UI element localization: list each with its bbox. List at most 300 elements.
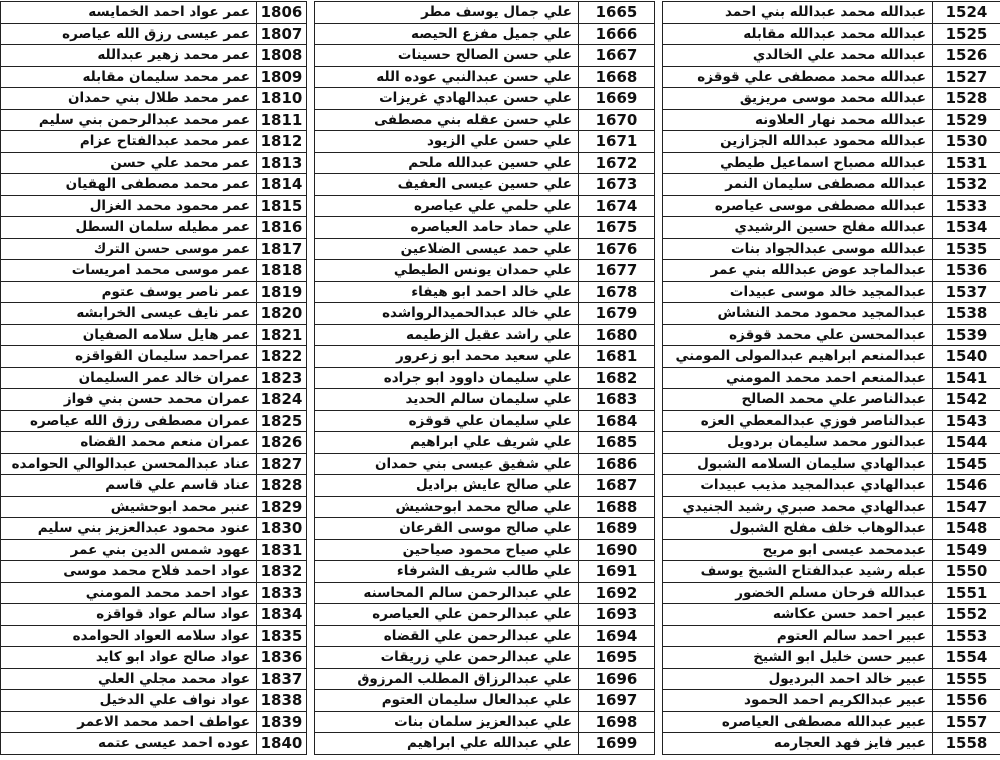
serial-number-cell: 1806 — [257, 2, 307, 24]
table-row — [1, 45, 307, 67]
table-row — [315, 238, 655, 260]
serial-number-cell: 1527 — [933, 66, 1000, 88]
table-row — [1, 604, 307, 626]
person-name-cell: عبير حسن خليل ابو الشيخ — [663, 647, 933, 669]
person-name-cell: علي صياح محمود صياحين — [315, 539, 579, 561]
person-name-cell: علي حسن الصالح حسينات — [315, 45, 579, 67]
table-row — [1, 281, 307, 303]
person-name-cell: عواد احمد فلاح محمد موسى — [1, 561, 257, 583]
serial-number-cell: 1831 — [257, 539, 307, 561]
person-name-cell: عبدالله محمد مصطفى علي قوقزه — [663, 66, 933, 88]
serial-number-cell: 1684 — [579, 410, 655, 432]
serial-number-cell: 1834 — [257, 604, 307, 626]
person-name-cell: عبير فايز فهد العجارمه — [663, 733, 933, 755]
table-row — [663, 604, 1000, 626]
serial-number-cell: 1529 — [933, 109, 1000, 131]
person-name-cell: علي حسن عبدالهادي غريزات — [315, 88, 579, 110]
person-name-cell: عبدالمنعم احمد محمد المومني — [663, 367, 933, 389]
serial-number-cell: 1690 — [579, 539, 655, 561]
person-name-cell: عمران مصطفى رزق الله عياصره — [1, 410, 257, 432]
person-name-cell: عمر محمد مصطفى الهقيان — [1, 174, 257, 196]
person-name-cell: عنبر محمد ابوحشيش — [1, 496, 257, 518]
table-row — [315, 88, 655, 110]
table-row — [663, 711, 1000, 733]
person-name-cell: علي حسن عقله بني مصطفى — [315, 109, 579, 131]
person-name-cell: عمران منعم محمد القضاه — [1, 432, 257, 454]
serial-number-cell: 1679 — [579, 303, 655, 325]
table-row — [315, 260, 655, 282]
person-name-cell: عبدالنور محمد سليمان بردويل — [663, 432, 933, 454]
table-row — [663, 45, 1000, 67]
table-row — [663, 539, 1000, 561]
table-row — [1, 238, 307, 260]
serial-number-cell: 1830 — [257, 518, 307, 540]
person-name-cell: عمر محمد سليمان مقابله — [1, 66, 257, 88]
table-row — [1, 66, 307, 88]
serial-number-cell: 1673 — [579, 174, 655, 196]
table-row — [663, 561, 1000, 583]
person-name-cell: علي عبدالرحمن علي العياصره — [315, 604, 579, 626]
table-row — [315, 647, 655, 669]
table-row — [663, 582, 1000, 604]
person-name-cell: علي سليمان سالم الحديد — [315, 389, 579, 411]
table-row — [315, 152, 655, 174]
person-name-cell: عمر موسى حسن الترك — [1, 238, 257, 260]
table-row — [315, 346, 655, 368]
person-name-cell: عمر محمود محمد الغزال — [1, 195, 257, 217]
person-name-cell: علي عبدالعال سليمان العتوم — [315, 690, 579, 712]
person-name-cell: علي حمدان يونس الطيطي — [315, 260, 579, 282]
serial-number-cell: 1826 — [257, 432, 307, 454]
table-row — [1, 2, 307, 24]
person-name-cell: عبدالهادي سليمان السلامه الشبول — [663, 453, 933, 475]
serial-number-cell: 1558 — [933, 733, 1000, 755]
serial-number-cell: 1553 — [933, 625, 1000, 647]
table-row — [1, 647, 307, 669]
table-row — [663, 2, 1000, 24]
serial-number-cell: 1543 — [933, 410, 1000, 432]
serial-number-cell: 1677 — [579, 260, 655, 282]
serial-number-cell: 1699 — [579, 733, 655, 755]
table-row — [1, 152, 307, 174]
serial-number-cell: 1674 — [579, 195, 655, 217]
table-row — [315, 711, 655, 733]
serial-number-cell: 1808 — [257, 45, 307, 67]
person-name-cell: عنود محمود عبدالعزيز بني سليم — [1, 518, 257, 540]
serial-number-cell: 1540 — [933, 346, 1000, 368]
person-name-cell: عبدالله محمود عبدالله الجزازين — [663, 131, 933, 153]
serial-number-cell: 1820 — [257, 303, 307, 325]
person-name-cell: عواد نواف علي الدخيل — [1, 690, 257, 712]
serial-number-cell: 1682 — [579, 367, 655, 389]
person-name-cell: عبير عبدالله مصطفى العياصره — [663, 711, 933, 733]
table-row — [315, 518, 655, 540]
serial-number-cell: 1665 — [579, 2, 655, 24]
person-name-cell: عمر محمد عبدالفتاح عزام — [1, 131, 257, 153]
table-row — [1, 561, 307, 583]
serial-number-cell: 1687 — [579, 475, 655, 497]
serial-number-cell: 1670 — [579, 109, 655, 131]
table-row — [1, 711, 307, 733]
serial-number-cell: 1541 — [933, 367, 1000, 389]
table-row — [663, 23, 1000, 45]
serial-number-cell: 1685 — [579, 432, 655, 454]
person-name-cell: عناد عبدالمحسن عبدالوالي الحوامده — [1, 453, 257, 475]
serial-number-cell: 1535 — [933, 238, 1000, 260]
table-row — [1, 496, 307, 518]
serial-number-cell: 1688 — [579, 496, 655, 518]
table-row — [663, 346, 1000, 368]
serial-number-cell: 1557 — [933, 711, 1000, 733]
table-row — [1, 733, 307, 755]
table-row — [315, 690, 655, 712]
serial-number-cell: 1542 — [933, 389, 1000, 411]
person-name-cell: علي صالح محمد ابوحشيش — [315, 496, 579, 518]
person-name-cell: عواد سالم عواد قواقزه — [1, 604, 257, 626]
serial-number-cell: 1525 — [933, 23, 1000, 45]
person-name-cell: عواد سلامه العواد الحوامده — [1, 625, 257, 647]
table-row — [315, 217, 655, 239]
serial-number-cell: 1691 — [579, 561, 655, 583]
person-name-cell: عبدالوهاب خلف مفلح الشبول — [663, 518, 933, 540]
person-name-cell: عوده احمد عيسى عتمه — [1, 733, 257, 755]
serial-number-cell: 1697 — [579, 690, 655, 712]
table-row — [315, 367, 655, 389]
person-name-cell: عمر عيسى رزق الله عياصره — [1, 23, 257, 45]
table-row — [1, 346, 307, 368]
person-name-cell: عبدالمجيد خالد موسى عبيدات — [663, 281, 933, 303]
person-name-cell: عبدالله محمد علي الخالدي — [663, 45, 933, 67]
person-name-cell: عبدالله مصباح اسماعيل طيطي — [663, 152, 933, 174]
serial-number-cell: 1832 — [257, 561, 307, 583]
person-name-cell: علي صالح موسى القرعان — [315, 518, 579, 540]
person-name-cell: عبدالله محمد موسى مريزيق — [663, 88, 933, 110]
person-name-cell: علي عبدالعزيز سلمان بنات — [315, 711, 579, 733]
person-name-cell: عمران محمد حسن بني فواز — [1, 389, 257, 411]
table-row — [315, 195, 655, 217]
serial-number-cell: 1671 — [579, 131, 655, 153]
table-row — [1, 131, 307, 153]
person-name-cell: عمر مطيله سلمان السطل — [1, 217, 257, 239]
table-row — [663, 66, 1000, 88]
table-row — [663, 152, 1000, 174]
table-row — [663, 260, 1000, 282]
serial-number-cell: 1538 — [933, 303, 1000, 325]
serial-number-cell: 1823 — [257, 367, 307, 389]
person-name-cell: علي جمال يوسف مطر — [315, 2, 579, 24]
serial-number-cell: 1833 — [257, 582, 307, 604]
table-row — [663, 432, 1000, 454]
table-row — [1, 582, 307, 604]
person-name-cell: علي سليمان داوود ابو جراده — [315, 367, 579, 389]
person-name-cell: علي حسين عيسى العفيف — [315, 174, 579, 196]
table-row — [1, 109, 307, 131]
serial-number-cell: 1686 — [579, 453, 655, 475]
person-name-cell: عمر موسى محمد امريسات — [1, 260, 257, 282]
person-name-cell: عمر نايف عيسى الخرابشه — [1, 303, 257, 325]
table-row — [315, 303, 655, 325]
table-row — [1, 625, 307, 647]
serial-number-cell: 1814 — [257, 174, 307, 196]
table-row — [315, 582, 655, 604]
table-row — [663, 238, 1000, 260]
person-name-cell: علي خالد احمد ابو هيفاء — [315, 281, 579, 303]
table-row — [315, 432, 655, 454]
serial-number-cell: 1835 — [257, 625, 307, 647]
serial-number-cell: 1696 — [579, 668, 655, 690]
table-row — [663, 88, 1000, 110]
serial-number-cell: 1544 — [933, 432, 1000, 454]
serial-number-cell: 1815 — [257, 195, 307, 217]
table-row — [663, 496, 1000, 518]
serial-number-cell: 1695 — [579, 647, 655, 669]
serial-number-cell: 1838 — [257, 690, 307, 712]
person-name-cell: عبير احمد حسن عكاشه — [663, 604, 933, 626]
person-name-cell: علي عبدالرحمن سالم المحاسنه — [315, 582, 579, 604]
serial-number-cell: 1530 — [933, 131, 1000, 153]
serial-number-cell: 1554 — [933, 647, 1000, 669]
person-name-cell: علي سليمان علي قوقزه — [315, 410, 579, 432]
person-name-cell: عبله رشيد عبدالفتاح الشيخ يوسف — [663, 561, 933, 583]
serial-number-cell: 1812 — [257, 131, 307, 153]
serial-number-cell: 1825 — [257, 410, 307, 432]
table-row — [663, 109, 1000, 131]
person-name-cell: عبدالله محمد عبدالله مقابله — [663, 23, 933, 45]
serial-number-cell: 1827 — [257, 453, 307, 475]
table-row — [315, 324, 655, 346]
table-row — [663, 195, 1000, 217]
person-name-cell: عبير احمد سالم العتوم — [663, 625, 933, 647]
person-name-cell: عبدالناصر علي محمد الصالح — [663, 389, 933, 411]
table-row — [1, 303, 307, 325]
table-row — [663, 131, 1000, 153]
names-column-left — [0, 1, 307, 755]
person-name-cell: علي عبدالرحمن علي القضاه — [315, 625, 579, 647]
table-row — [315, 561, 655, 583]
serial-number-cell: 1694 — [579, 625, 655, 647]
person-name-cell: علي عبدالرحمن علي زريقات — [315, 647, 579, 669]
table-row — [663, 303, 1000, 325]
person-name-cell: علي راشد عقيل الزطيمه — [315, 324, 579, 346]
table-row — [663, 367, 1000, 389]
serial-number-cell: 1539 — [933, 324, 1000, 346]
serial-number-cell: 1550 — [933, 561, 1000, 583]
person-name-cell: عبير عبدالكريم احمد الحمود — [663, 690, 933, 712]
table-row — [663, 518, 1000, 540]
table-row — [315, 733, 655, 755]
table-row — [315, 496, 655, 518]
person-name-cell: عواد محمد مجلي العلي — [1, 668, 257, 690]
person-name-cell: عواد صالح عواد ابو كايد — [1, 647, 257, 669]
person-name-cell: عبدالمجيد محمود محمد النشاش — [663, 303, 933, 325]
serial-number-cell: 1524 — [933, 2, 1000, 24]
table-row — [315, 131, 655, 153]
person-name-cell: علي حماد حامد العياصره — [315, 217, 579, 239]
serial-number-cell: 1528 — [933, 88, 1000, 110]
person-name-cell: عبدالهادي عبدالمجيد مذيب عبيدات — [663, 475, 933, 497]
person-name-cell: علي حلمي علي عياصره — [315, 195, 579, 217]
serial-number-cell: 1666 — [579, 23, 655, 45]
serial-number-cell: 1829 — [257, 496, 307, 518]
serial-number-cell: 1809 — [257, 66, 307, 88]
serial-number-cell: 1680 — [579, 324, 655, 346]
serial-number-cell: 1822 — [257, 346, 307, 368]
person-name-cell: علي حمد عيسى الضلاعين — [315, 238, 579, 260]
table-row — [663, 453, 1000, 475]
table-row — [315, 453, 655, 475]
person-name-cell: علي عبدالرزاق المطلب المرزوق — [315, 668, 579, 690]
table-row — [1, 260, 307, 282]
table-row — [663, 733, 1000, 755]
table-row — [1, 668, 307, 690]
serial-number-cell: 1698 — [579, 711, 655, 733]
person-name-cell: عواطف احمد محمد الاعمر — [1, 711, 257, 733]
serial-number-cell: 1678 — [579, 281, 655, 303]
table-row — [315, 625, 655, 647]
serial-number-cell: 1813 — [257, 152, 307, 174]
person-name-cell: علي شريف علي ابراهيم — [315, 432, 579, 454]
serial-number-cell: 1552 — [933, 604, 1000, 626]
table-row — [315, 604, 655, 626]
table-row — [663, 410, 1000, 432]
serial-number-cell: 1531 — [933, 152, 1000, 174]
table-row — [1, 518, 307, 540]
table-row — [315, 2, 655, 24]
table-row — [1, 690, 307, 712]
table-row — [1, 389, 307, 411]
table-row — [663, 324, 1000, 346]
serial-number-cell: 1526 — [933, 45, 1000, 67]
serial-number-cell: 1668 — [579, 66, 655, 88]
table-row — [1, 475, 307, 497]
serial-number-cell: 1533 — [933, 195, 1000, 217]
table-row — [315, 539, 655, 561]
serial-number-cell: 1672 — [579, 152, 655, 174]
person-name-cell: عمران خالد عمر السليمان — [1, 367, 257, 389]
table-row — [663, 668, 1000, 690]
table-row — [663, 647, 1000, 669]
person-name-cell: عمر محمد طلال بني حمدان — [1, 88, 257, 110]
table-row — [663, 475, 1000, 497]
person-name-cell: عبدالله فرحان مسلم الخضور — [663, 582, 933, 604]
serial-number-cell: 1807 — [257, 23, 307, 45]
serial-number-cell: 1667 — [579, 45, 655, 67]
serial-number-cell: 1810 — [257, 88, 307, 110]
person-name-cell: علي صالح عايش براديل — [315, 475, 579, 497]
person-name-cell: عمر ناصر يوسف عتوم — [1, 281, 257, 303]
serial-number-cell: 1681 — [579, 346, 655, 368]
person-name-cell: عمر محمد زهير عبدالله — [1, 45, 257, 67]
table-row — [315, 475, 655, 497]
person-name-cell: عبدمحمد عيسى ابو مريح — [663, 539, 933, 561]
person-name-cell: عبدالله مصطفى موسى عياصره — [663, 195, 933, 217]
table-row — [1, 453, 307, 475]
table-row — [315, 45, 655, 67]
table-row — [663, 625, 1000, 647]
serial-number-cell: 1821 — [257, 324, 307, 346]
table-row — [663, 174, 1000, 196]
person-name-cell: عبدالله مصطفى سليمان النمر — [663, 174, 933, 196]
serial-number-cell: 1555 — [933, 668, 1000, 690]
serial-number-cell: 1818 — [257, 260, 307, 282]
person-name-cell: عمر محمد عبدالرحمن بني سليم — [1, 109, 257, 131]
person-name-cell: عبدالله محمد نهار العلاونه — [663, 109, 933, 131]
person-name-cell: عبدالهادي محمد صبري رشيد الجنيدي — [663, 496, 933, 518]
serial-number-cell: 1811 — [257, 109, 307, 131]
person-name-cell: عمر هايل سلامه الصفيان — [1, 324, 257, 346]
serial-number-cell: 1556 — [933, 690, 1000, 712]
serial-number-cell: 1537 — [933, 281, 1000, 303]
person-name-cell: عبدالمحسن علي محمد قوقزه — [663, 324, 933, 346]
table-row — [315, 410, 655, 432]
table-row — [1, 88, 307, 110]
table-row — [1, 23, 307, 45]
table-row — [1, 410, 307, 432]
table-row — [315, 389, 655, 411]
serial-number-cell: 1536 — [933, 260, 1000, 282]
serial-number-cell: 1683 — [579, 389, 655, 411]
person-name-cell: عبدالله محمد عبدالله بني احمد — [663, 2, 933, 24]
table-row — [315, 281, 655, 303]
table-row — [663, 389, 1000, 411]
serial-number-cell: 1689 — [579, 518, 655, 540]
serial-number-cell: 1534 — [933, 217, 1000, 239]
serial-number-cell: 1824 — [257, 389, 307, 411]
serial-number-cell: 1551 — [933, 582, 1000, 604]
person-name-cell: علي جميل مفزع الحيصه — [315, 23, 579, 45]
names-column-right — [662, 1, 1000, 755]
table-row — [1, 324, 307, 346]
serial-number-cell: 1548 — [933, 518, 1000, 540]
serial-number-cell: 1693 — [579, 604, 655, 626]
table-row — [663, 217, 1000, 239]
serial-number-cell: 1817 — [257, 238, 307, 260]
person-name-cell: عواد احمد محمد المومني — [1, 582, 257, 604]
table-row — [663, 690, 1000, 712]
table-row — [315, 66, 655, 88]
person-name-cell: علي طالب شريف الشرفاء — [315, 561, 579, 583]
serial-number-cell: 1546 — [933, 475, 1000, 497]
person-name-cell: عمر محمد علي حسن — [1, 152, 257, 174]
person-name-cell: علي سعيد محمد ابو زعرور — [315, 346, 579, 368]
serial-number-cell: 1819 — [257, 281, 307, 303]
person-name-cell: عبدالناصر فوزي عبدالمعطي العزه — [663, 410, 933, 432]
serial-number-cell: 1676 — [579, 238, 655, 260]
serial-number-cell: 1840 — [257, 733, 307, 755]
serial-number-cell: 1837 — [257, 668, 307, 690]
serial-number-cell: 1836 — [257, 647, 307, 669]
table-row — [1, 539, 307, 561]
person-name-cell: علي حسن علي الزيود — [315, 131, 579, 153]
table-row — [1, 174, 307, 196]
person-name-cell: عمر عواد احمد الخمايسه — [1, 2, 257, 24]
person-name-cell: عبير خالد احمد البرديول — [663, 668, 933, 690]
person-name-cell: عبدالله موسى عبدالجواد بنات — [663, 238, 933, 260]
table-row — [1, 367, 307, 389]
table-row — [315, 174, 655, 196]
serial-number-cell: 1839 — [257, 711, 307, 733]
person-name-cell: عبدالله مفلح حسين الرشيدي — [663, 217, 933, 239]
person-name-cell: علي عبدالله علي ابراهيم — [315, 733, 579, 755]
serial-number-cell: 1669 — [579, 88, 655, 110]
person-name-cell: علي خالد عبدالحميدالرواشده — [315, 303, 579, 325]
person-name-cell: عبدالماجد عوض عبدالله بني عمر — [663, 260, 933, 282]
serial-number-cell: 1549 — [933, 539, 1000, 561]
serial-number-cell: 1828 — [257, 475, 307, 497]
serial-number-cell: 1675 — [579, 217, 655, 239]
table-row — [315, 23, 655, 45]
names-column-middle — [314, 1, 655, 755]
